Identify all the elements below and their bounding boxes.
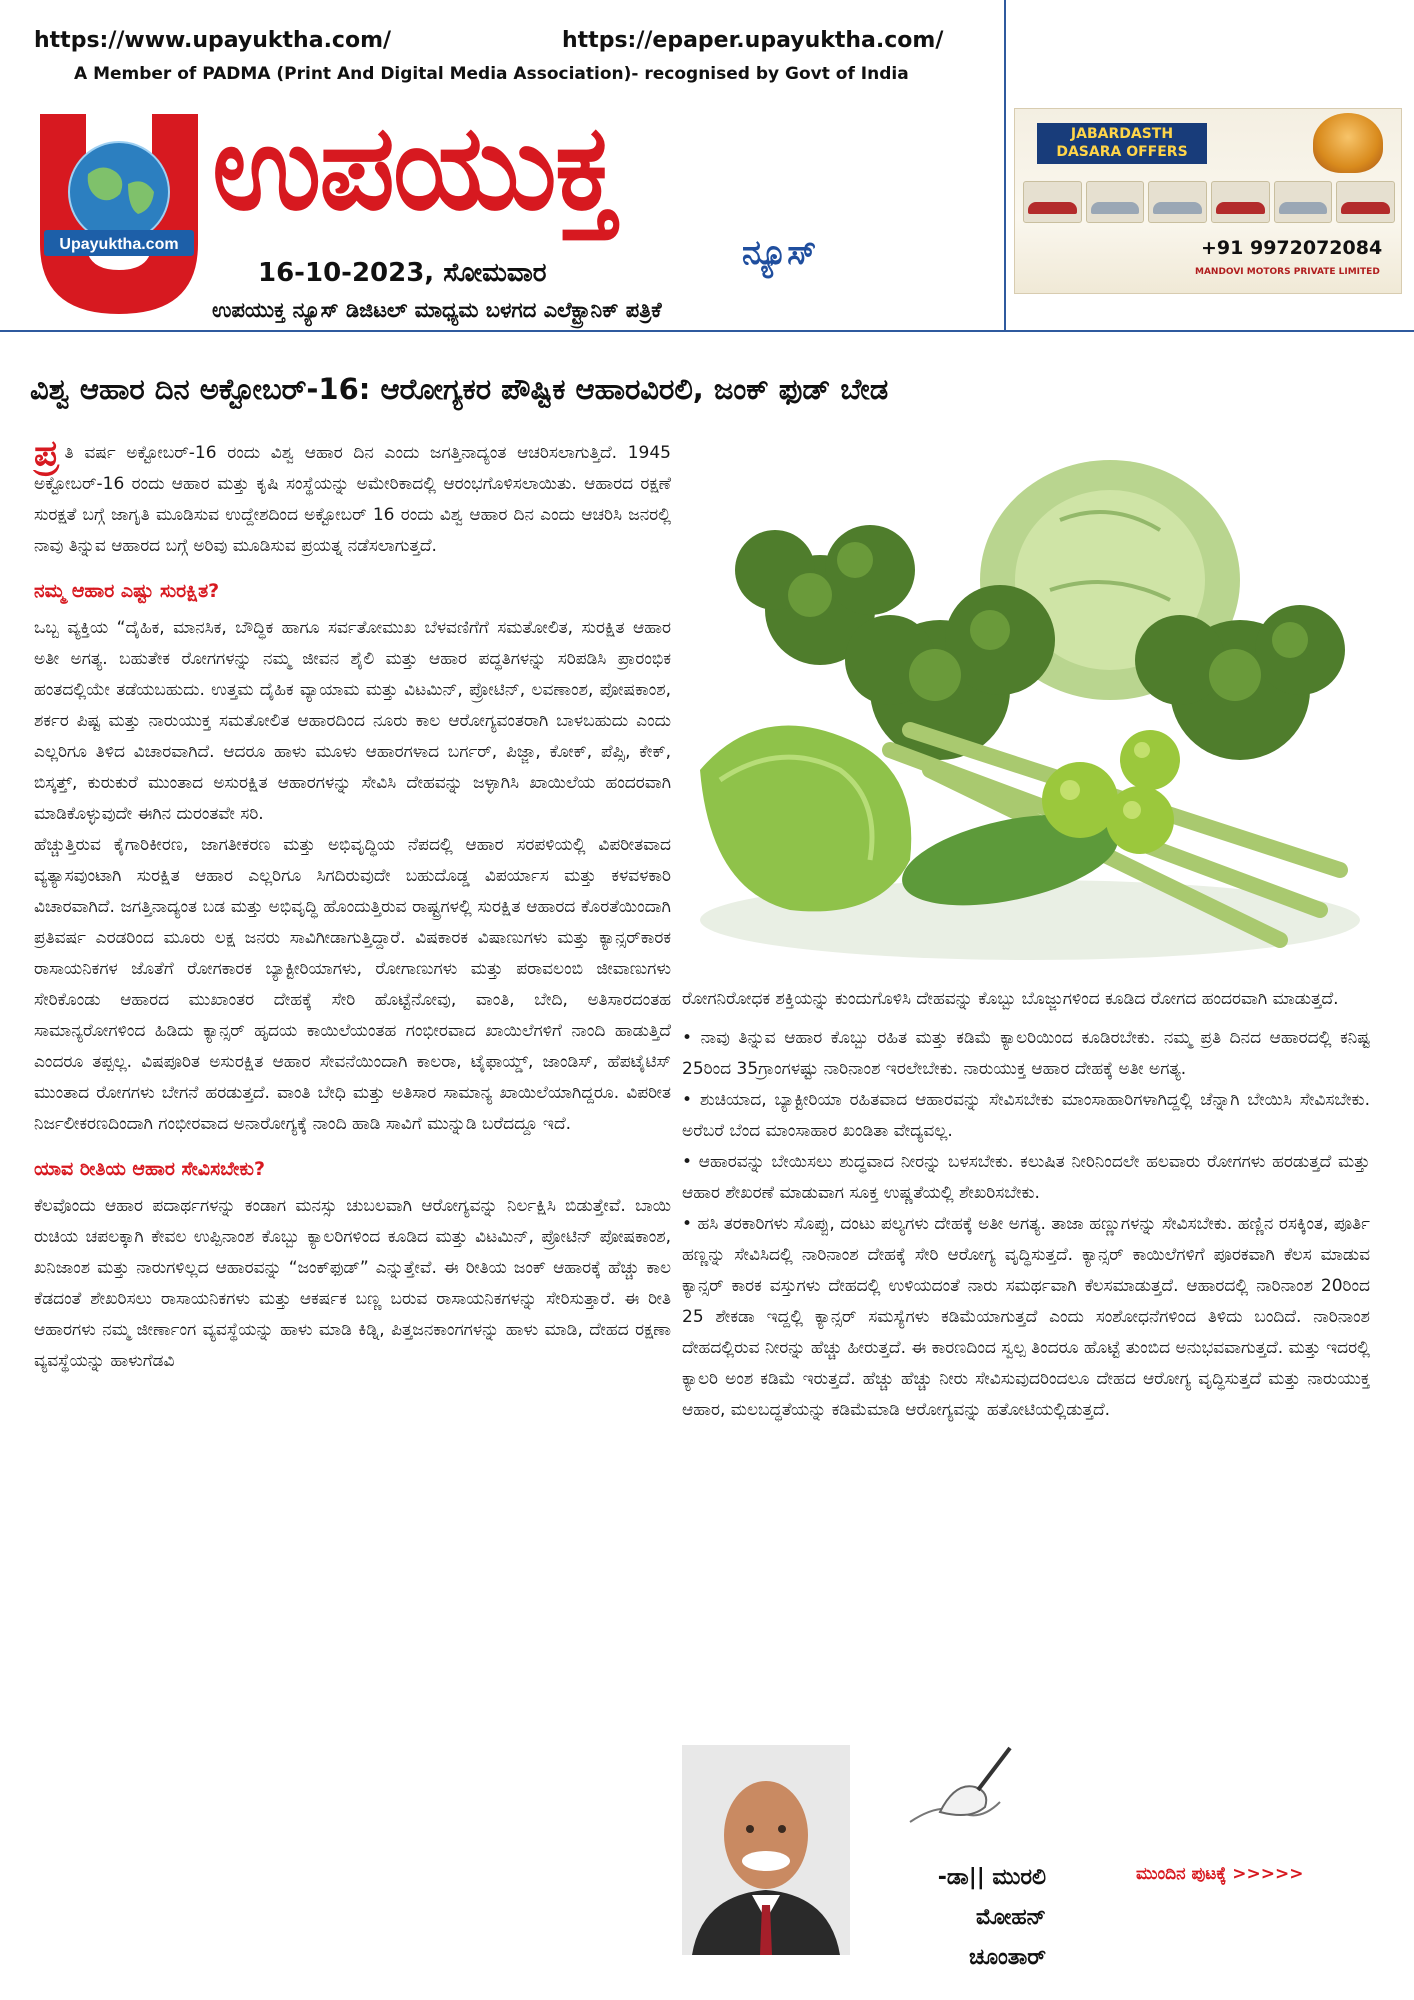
- logo-globe-icon: [40, 114, 198, 314]
- masthead-news: ನ್ಯೂಸ್: [742, 233, 817, 273]
- upayuktha-logo: [40, 114, 198, 314]
- header-divider-vertical: [1004, 0, 1006, 332]
- ad-title: JABARDASTH DASARA OFFERS: [1037, 123, 1207, 164]
- masthead-title: ಉಪಯುಕ್ತ: [212, 98, 616, 236]
- goddess-illustration: [1313, 113, 1383, 173]
- car-thumbnail: [1336, 181, 1395, 223]
- writing-hand-icon: [900, 1742, 1020, 1842]
- header-divider-horizontal: [0, 330, 1414, 332]
- drop-cap: ಪ್ರ: [34, 433, 59, 474]
- article-headline: ವಿಶ್ವ ಆಹಾರ ದಿನ ಅಕ್ಟೋಬರ್-16: ಆರೋಗ್ಯಕರ ಪೌಷ್ಟಿಕ ಆಹಾರವಿರಲಿ, ಜಂಕ್ ಫುಡ್ ಬೇಡ: [30, 372, 889, 406]
- article-left-column: [34, 433, 671, 1377]
- issue-date: 16-10-2023, ಸೋಮವಾರ: [258, 258, 547, 288]
- car-thumbnail: [1086, 181, 1145, 223]
- car-thumbnail: [1023, 181, 1082, 223]
- author-byline: [856, 1858, 1046, 1978]
- article-right-column: [682, 984, 1370, 1426]
- bullet-item: • ಹಸಿ ತರಕಾರಿಗಳು ಸೊಪ್ಪು, ದಂಟು ಪಲ್ಯಗಳು ದೇಹಕ್ಕೆ ಅತೀ ಅಗತ್ಯ. ತಾಜಾ ಹಣ್ಣುಗಳನ್ನು ಸೇವಿಸಬೇಕು. ಹಣ್ಣಿನ ರಸಕ್ಕಿಂತ, ಪೂರ್ತಿ ಹಣ್ಣನ್ನು ಸೇವಿಸಿದಲ್ಲಿ ನಾರಿನಾಂಶ ದೇಹಕ್ಕೆ ಸೇರಿ ಆರೋಗ್ಯ ವೃದ್ಧಿಸುತ್ತದೆ. ಕ್ಯಾನ್ಸರ್ ಕಾಯಿಲೆಗಳಿಗೆ ಪೂರಕವಾಗಿ ಕೆಲಸ ಮಾಡುವ ಕ್ಯಾನ್ಸರ್ ಕಾರಕ ವಸ್ತುಗಳು ದೇಹದಲ್ಲಿ ಉಳಿಯದಂತೆ ನಾರು ಸಮರ್ಥವಾಗಿ ಕೆಲಸಮಾಡುತ್ತದೆ. ಆಹಾರದಲ್ಲಿ ನಾರಿನಾಂಶ 20ರಿಂದ 25 ಶೇಕಡಾ ಇದ್ದಲ್ಲಿ ಕ್ಯಾನ್ಸರ್ ಸಮಸ್ಯೆಗಳು ಕಡಿಮೆಯಾಗುತ್ತದೆ ಎಂದು ಸಂಶೋಧನೆಗಳಿಂದ ತಿಳಿದು ಬಂದಿದೆ. ನಾರಿನಾಂಶ ದೇಹದಲ್ಲಿರುವ ನೀರನ್ನು ಹೆಚ್ಚು ಹೀರುತ್ತದೆ. ಈ ಕಾರಣದಿಂದ ಸ್ವಲ್ಪ ತಿಂದರೂ ಹೊಟ್ಟೆ ತುಂಬಿದ ಅನುಭವವಾಗುತ್ತದೆ. ಮತ್ತು ಇದರಲ್ಲಿ ಕ್ಯಾಲರಿ ಅಂಶ ಕಡಿಮೆ ಇರುತ್ತದೆ. ಹೆಚ್ಚು ಹೆಚ್ಚು ನೀರು ಸೇವಿಸುವುದರಿಂದಲೂ ದೇಹದ ಆರೋಗ್ಯ ವೃದ್ಧಿಸುತ್ತದೆ ಮತ್ತು ನಾರುಯುಕ್ತ ಆಹಾರ, ಮಲಬದ್ಧತೆಯನ್ನು ಕಡಿಮೆಮಾಡಿ ಆರೋಗ್ಯವನ್ನು ಹತೋಟಿಯಲ್ಲಿಡುತ್ತದೆ.: [682, 1214, 1370, 1420]
- paragraph: ಹೆಚ್ಚುತ್ತಿರುವ ಕೈಗಾರಿಕೀರಣ, ಜಾಗತೀಕರಣ ಮತ್ತು ಅಭಿವೃದ್ಧಿಯ ನೆಪದಲ್ಲಿ ಆಹಾರ ಸರಪಳಿಯಲ್ಲಿ ವಿಪರೀತವಾದ ವ್ಯತ್ಯಾಸವುಂಟಾಗಿ ಸುರಕ್ಷಿತ ಆಹಾರ ಎಲ್ಲರಿಗೂ ಸಿಗದಿರುವುದೇ ಬಹುದೊಡ್ಡ ವಿಪರ್ಯಾಸ ಮತ್ತು ಕಳವಳಕಾರಿ ವಿಚಾರವಾಗಿದೆ. ಜಗತ್ತಿನಾದ್ಯಂತ ಬಡ ಮತ್ತು ಅಭಿವೃದ್ಧಿ ಹೊಂದುತ್ತಿರುವ ರಾಷ್ಟ್ರಗಳಲ್ಲಿ ಸುರಕ್ಷಿತ ಆಹಾರದ ಕೊರತೆಯಿಂದಾಗಿ ಪ್ರತಿವರ್ಷ ಎರಡರಿಂದ ಮೂರು ಲಕ್ಷ ಜನರು ಸಾವಿಗೀಡಾಗುತ್ತಿದ್ದಾರೆ. ವಿಷಕಾರಕ ವಿಷಾಣುಗಳು ಮತ್ತು ಕ್ಯಾನ್ಸರ್‌ಕಾರಕ ರಾಸಾಯನಿಕಗಳ ಜೊತೆಗೆ ರೋಗಕಾರಕ ಬ್ಯಾಕ್ಟೀರಿಯಾಗಳು, ರೋಗಾಣುಗಳು ಮತ್ತು ಪರಾವಲಂಬಿ ಜೀವಾಣುಗಳು ಸೇರಿಕೊಂಡು ಆಹಾರದ ಮುಖಾಂತರ ದೇಹಕ್ಕೆ ಸೇರಿ ಹೊಟ್ಟೆನೋವು, ವಾಂತಿ, ಬೇದಿ, ಅತಿಸಾರದಂತಹ ಸಾಮಾನ್ಯರೋಗಳಿಂದ ಹಿಡಿದು ಕ್ಯಾನ್ಸರ್ ಹೃದಯ ಕಾಯಿಲೆಯಂತಹ ಗಂಭೀರವಾದ ಖಾಯಿಲೆಗಳಿಗೆ ನಾಂದಿ ಹಾಡುತ್ತಿದೆ ಎಂದರೂ ತಪ್ಪಲ್ಲ. ವಿಷಪೂರಿತ ಅಸುರಕ್ಷಿತ ಆಹಾರ ಸೇವನೆಯಿಂದಾಗಿ ಕಾಲರಾ, ಟೈಫಾಯ್ಡ್, ಜಾಂಡಿಸ್, ಹೆಪಟೈಟಿಸ್ ಮುಂತಾದ ರೋಗಗಳು ಬೇಗನೆ ಹರಡುತ್ತದೆ. ವಾಂತಿ ಬೇಧಿ ಮತ್ತು ಅತಿಸಾರ ಸಾಮಾನ್ಯ ಖಾಯಿಲೆಯಾಗಿದ್ದರೂ. ವಿಪರೀತ ನಿರ್ಜಲೀಕರಣದಿಂದಾಗಿ ಗಂಭೀರವಾದ ಅನಾರೋಗ್ಯಕ್ಕೆ ನಾಂದಿ ಹಾಡಿ ಸಾವಿಗೆ ಮುನ್ನುಡಿ ಬರೆದದ್ದೂ ಇದೆ.: [34, 835, 671, 1134]
- bullet-item: • ಶುಚಿಯಾದ, ಬ್ಯಾಕ್ಟೀರಿಯಾ ರಹಿತವಾದ ಆಹಾರವನ್ನು ಸೇವಿಸಬೇಕು ಮಾಂಸಾಹಾರಿಗಳಾಗಿದ್ದಲ್ಲಿ ಚೆನ್ನಾಗಿ ಬೇಯಿಸಿ ಸೇವಿಸಬೇಕು. ಅರೆಬರೆ ಬೆಂದ ಮಾಂಸಾಹಾರ ಖಂಡಿತಾ ವೇದ್ಯವಲ್ಲ.: [682, 1090, 1370, 1141]
- paragraph: ರೋಗನಿರೋಧಕ ಶಕ್ತಿಯನ್ನು ಕುಂದುಗೊಳಿಸಿ ದೇಹವನ್ನು ಕೊಬ್ಬು ಬೊಜ್ಜುಗಳಿಂದ ಕೂಡಿದ ರೋಗದ ಹಂದರವಾಗಿ ಮಾಡುತ್ತದೆ.: [682, 989, 1339, 1009]
- author-line: ಮೋಹನ್: [976, 1905, 1046, 1930]
- car-thumbnail: [1211, 181, 1270, 223]
- dasara-offers-ad[interactable]: [1014, 108, 1402, 294]
- paragraph: ಒಬ್ಬ ವ್ಯಕ್ತಿಯ “ದೈಹಿಕ, ಮಾನಸಿಕ, ಬೌದ್ಧಿಕ ಹಾಗೂ ಸರ್ವತೋಮುಖ ಬೆಳವಣಿಗೆಗೆ ಸಮತೋಲಿತ, ಸುರಕ್ಷಿತ ಆಹಾರ ಅತೀ ಅಗತ್ಯ. ಬಹುತೇಕ ರೋಗಗಳನ್ನು ನಮ್ಮ ಜೀವನ ಶೈಲಿ ಮತ್ತು ಆಹಾರ ಪದ್ಧತಿಗಳನ್ನು ಸರಿಪಡಿಸಿ ಪ್ರಾರಂಭಿಕ ಹಂತದಲ್ಲಿಯೇ ತಡೆಯಬಹುದು. ಉತ್ತಮ ದೈಹಿಕ ವ್ಯಾಯಾಮ ಮತ್ತು ವಿಟಮಿನ್, ಪ್ರೋಟಿನ್, ಲವಣಾಂಶ, ಪೋಷಕಾಂಶ, ಶರ್ಕರ ಪಿಷ್ಟ ಮತ್ತು ನಾರುಯುಕ್ತ ಸಮತೋಲಿತ ಆಹಾರದಿಂದ ನೂರು ಕಾಲ ಆರೋಗ್ಯವಂತರಾಗಿ ಬಾಳಬಹುದು ಎಂದು ಎಲ್ಲರಿಗೂ ತಿಳಿದ ವಿಚಾರವಾಗಿದೆ. ಆದರೂ ಹಾಳು ಮೂಳು ಆಹಾರಗಳಾದ ಬರ್ಗರ್, ಪಿಜ್ಜಾ, ಕೋಕ್, ಪೆಪ್ಸಿ, ಕೇಕ್, ಬಿಸ್ಕತ್ತ್, ಕುರುಕುರೆ ಮುಂತಾದ ಅಸುರಕ್ಷಿತ ಆಹಾರಗಳನ್ನು ಸೇವಿಸಿ ದೇಹವನ್ನು ಜಳ್ಳಾಗಿಸಿ ಖಾಯಿಲೆಯ ಹಂದರವಾಗಿ ಮಾಡಿಕೊಳ್ಳುವುದೇ ಈಗಿನ ದುರಂತವೇ ಸರಿ.: [34, 618, 671, 824]
- paragraph: ಕೆಲವೊಂದು ಆಹಾರ ಪದಾರ್ಥಗಳನ್ನು ಕಂಡಾಗ ಮನಸ್ಸು ಚುಬಲವಾಗಿ ಆರೋಗ್ಯವನ್ನು ನಿರ್ಲಕ್ಷಿಸಿ ಬಿಡುತ್ತೇವೆ. ಬಾಯಿ ರುಚಿಯ ಚಪಲಕ್ಕಾಗಿ ಕೇವಲ ಉಪ್ಪಿನಾಂಶ ಕೊಬ್ಬು ಕ್ಯಾಲರಿಗಳಿಂದ ಕೂಡಿದ ಮತ್ತು ವಿಟಮಿನ್, ಪ್ರೋಟಿನ್ ಪೋಷಕಾಂಶ, ಖನಿಜಾಂಶ ಮತ್ತು ನಾರುಗಳಿಲ್ಲದ ಆಹಾರವನ್ನು “ಜಂಕ್‌ಫುಡ್” ಎನ್ನುತ್ತೇವೆ. ಈ ರೀತಿಯ ಜಂಕ್ ಆಹಾರಕ್ಕೆ ಹೆಚ್ಚು ಕಾಲ ಕೆಡದಂತೆ ಶೇಖರಿಸಲು ರಾಸಾಯನಿಕಗಳು ಮತ್ತು ಆಕರ್ಷಕ ಬಣ್ಣ ಬರುವ ರಾಸಾಯನಿಕಗಳನ್ನು ಸೇರಿಸುತ್ತಾರೆ. ಈ ರೀತಿ ಆಹಾರಗಳು ನಮ್ಮ ಜೀರ್ಣಾಂಗ ವ್ಯವಸ್ಥೆಯನ್ನು ಹಾಳು ಮಾಡಿ ಕಿಡ್ನಿ, ಪಿತ್ತಜನಕಾಂಗಗಳನ್ನು ಹಾಳು ಮಾಡಿ, ದೇಹದ ರಕ್ಷಣಾ ವ್ಯವಸ್ಥೆಯನ್ನು ಹಾಳುಗೆಡವಿ: [34, 1196, 671, 1371]
- continue-next-page-link[interactable]: ಮುಂದಿನ ಪುಟಕ್ಕೆ >>>>>: [1136, 1864, 1304, 1884]
- car-thumbnail: [1148, 181, 1207, 223]
- website-link[interactable]: https://www.upayuktha.com/: [34, 28, 392, 53]
- ad-dealer-name: MANDOVI MOTORS PRIVATE LIMITED: [1195, 267, 1380, 277]
- bullet-item: • ನಾವು ತಿನ್ನುವ ಆಹಾರ ಕೊಬ್ಬು ರಹಿತ ಮತ್ತು ಕಡಿಮೆ ಕ್ಯಾಲರಿಯಿಂದ ಕೂಡಿರಬೇಕು. ನಮ್ಮ ಪ್ರತಿ ದಿನದ ಆಹಾರದಲ್ಲಿ ಕನಿಷ್ಟ 25ರಿಂದ 35ಗ್ರಾಂಗಳಷ್ಟು ನಾರಿನಾಂಶ ಇರಲೇಬೇಕು. ನಾರುಯುಕ್ತ ಆಹಾರ ದೇಹಕ್ಕೆ ಅತೀ ಅಗತ್ಯ.: [682, 1028, 1370, 1079]
- author-line: -ಡಾ|| ಮುರಲಿ: [937, 1865, 1046, 1890]
- ad-phone-number[interactable]: +91 9972072084: [1201, 237, 1383, 259]
- epaper-link[interactable]: https://epaper.upayuktha.com/: [562, 28, 944, 53]
- svg-text:Upayuktha.com: Upayuktha.com: [59, 236, 179, 253]
- ad-car-lineup: [1023, 181, 1395, 223]
- subheading-food-safety: ನಮ್ಮ ಆಹಾರ ಎಷ್ಟು ಸುರಕ್ಷಿತ?: [34, 580, 220, 602]
- padma-membership: A Member of PADMA (Print And Digital Media Association)- recognised by Govt of India: [74, 64, 909, 84]
- intro-paragraph: ಪ್ರ ತಿ ವರ್ಷ ಅಕ್ಟೋಬರ್-16 ರಂದು ವಿಶ್ವ ಆಹಾರ ದಿನ ಎಂದು ಜಗತ್ತಿನಾದ್ಯಂತ ಆಚರಿಸಲಾಗುತ್ತಿದೆ. 1945 ಅಕ್ಟೋಬರ್-16 ರಂದು ಆಹಾರ ಮತ್ತು ಕೃಷಿ ಸಂಸ್ಥೆಯನ್ನು ಅಮೇರಿಕಾದಲ್ಲಿ ಆರಂಭಗೊಳಿಸಲಾಯಿತು. ಆಹಾರದ ರಕ್ಷಣೆ ಸುರಕ್ಷತೆ ಬಗ್ಗೆ ಜಾಗೃತಿ ಮೂಡಿಸುವ ಉದ್ದೇಶದಿಂದ ಅಕ್ಟೋಬರ್ 16 ರಂದು ವಿಶ್ವ ಆಹಾರ ದಿನ ಎಂದು ಆಚರಿಸಿ ಜನರಲ್ಲಿ ನಾವು ತಿನ್ನುವ ಆಹಾರದ ಬಗ್ಗೆ ಅರಿವು ಮೂಡಿಸುವ ಪ್ರಯತ್ನ ನಡೆಸಲಾಗುತ್ತದೆ.: [34, 433, 671, 556]
- bullet-item: • ಆಹಾರವನ್ನು ಬೇಯಿಸಲು ಶುದ್ಧವಾದ ನೀರನ್ನು ಬಳಸಬೇಕು. ಕಲುಷಿತ ನೀರಿನಿಂದಲೇ ಹಲವಾರು ರೋಗಗಳು ಹರಡುತ್ತದೆ ಮತ್ತು ಆಹಾರ ಶೇಖರಣೆ ಮಾಡುವಾಗ ಸೂಕ್ತ ಉಷ್ಣತೆಯಲ್ಲಿ ಶೇಖರಿಸಬೇಕು.: [682, 1152, 1370, 1203]
- tagline: ಉಪಯುಕ್ತ ನ್ಯೂಸ್ ಡಿಜಿಟಲ್ ಮಾಧ್ಯಮ ಬಳಗದ ಎಲೆಕ್ಟ್ರಾನಿಕ್ ಪತ್ರಿಕೆ: [212, 298, 662, 322]
- author-photo: [682, 1745, 850, 1955]
- green-vegetables-image: [680, 440, 1380, 970]
- subheading-what-to-eat: ಯಾವ ರೀತಿಯ ಆಹಾರ ಸೇವಿಸಬೇಕು?: [34, 1158, 265, 1180]
- car-thumbnail: [1274, 181, 1333, 223]
- author-line: ಚೂಂತಾರ್: [968, 1945, 1046, 1970]
